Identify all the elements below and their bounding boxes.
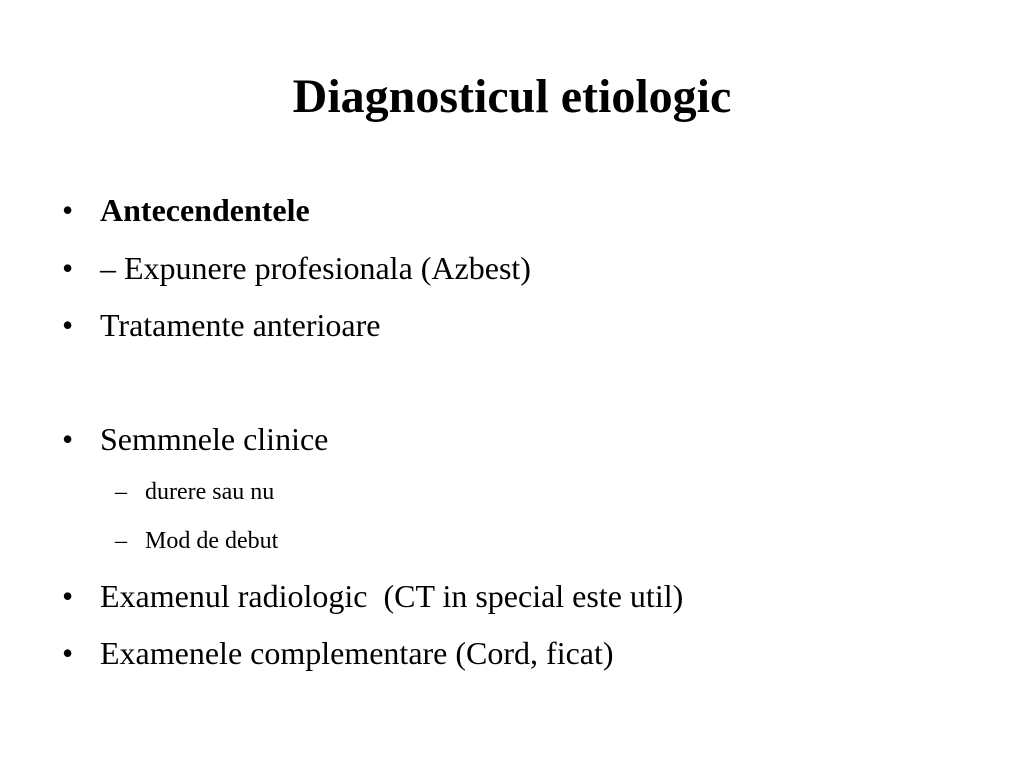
dash-icon: – xyxy=(115,528,127,554)
bullet-text: Antecendentele xyxy=(100,192,310,228)
bullet-icon: • xyxy=(62,635,74,671)
dash-icon: – xyxy=(115,479,127,505)
bullet-text: Examenele complementare (Cord, ficat) xyxy=(100,635,614,671)
bullet-icon: • xyxy=(62,307,74,343)
bullet-icon: • xyxy=(62,421,74,457)
slide-title: Diagnosticul etiologic xyxy=(292,70,732,123)
bullet-icon: • xyxy=(62,578,74,614)
sub-bullet-text: Mod de debut xyxy=(145,528,279,554)
bullet-text: Semmnele clinice xyxy=(100,421,329,457)
bullet-text: Tratamente anterioare xyxy=(100,307,381,343)
sub-bullet-text: durere sau nu xyxy=(145,479,275,505)
bullet-text: – Expunere profesionala (Azbest) xyxy=(100,250,531,286)
bullet-icon: • xyxy=(62,192,74,228)
bullet-icon: • xyxy=(62,250,74,286)
bullet-text: Examenul radiologic (CT in special este util) xyxy=(100,578,684,614)
